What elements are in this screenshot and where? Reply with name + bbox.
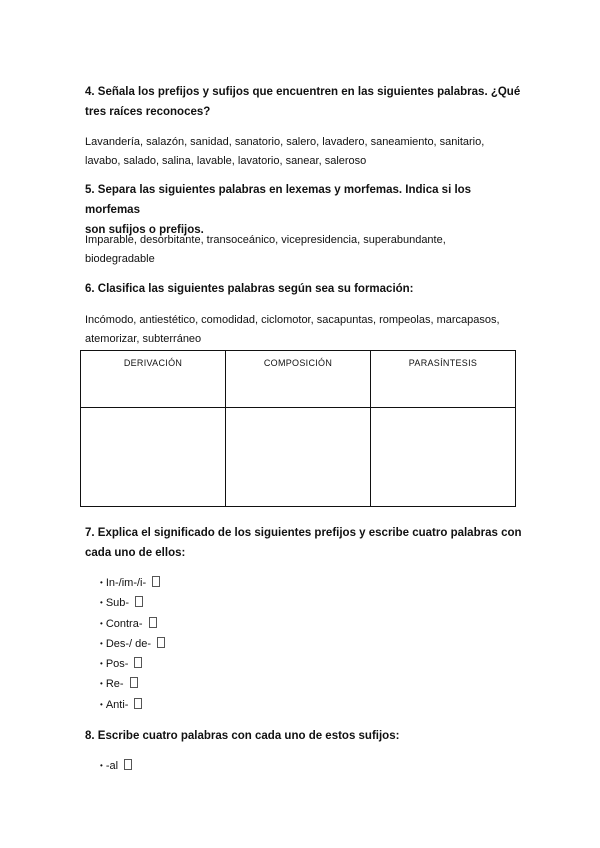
list-item — [100, 614, 165, 634]
q5-words — [85, 231, 525, 269]
list-item — [100, 593, 165, 613]
list-item — [100, 756, 132, 776]
q5-title-line1: 5. Separa las siguientes palabras en lexemas y morfemas. Indica si los morfemas — [85, 184, 472, 216]
box-glyph-icon — [130, 677, 138, 688]
classification-table — [80, 350, 516, 507]
list-item — [100, 695, 165, 715]
q5-title-line2: son sufijos o prefijos. — [85, 224, 204, 236]
bullet-icon: • — [100, 638, 103, 648]
header-parasintesis: PARASÍNTESIS — [371, 351, 516, 408]
suffix-list — [100, 756, 132, 776]
q7-title-line1: 7. Explica el significado de los siguientes prefijos y escribe cuatro palabras con — [85, 527, 522, 539]
q4-title — [85, 82, 525, 122]
q4-words — [85, 133, 525, 171]
bullet-icon: • — [100, 761, 103, 770]
cell-derivacion[interactable] — [81, 408, 226, 507]
q6-words — [85, 311, 525, 349]
prefix-list — [100, 573, 165, 715]
bullet-icon: • — [100, 578, 103, 587]
prefix-label: In-/im-/i- — [105, 577, 147, 589]
header-derivacion: DERIVACIÓN — [81, 351, 226, 408]
q4-words-line2: lavabo, salado, salina, lavable, lavatorio, sanear, saleroso — [85, 155, 367, 167]
cell-parasintesis[interactable] — [371, 408, 516, 507]
cell-composicion[interactable] — [226, 408, 371, 507]
box-glyph-icon — [124, 759, 132, 770]
prefix-label: Anti- — [105, 698, 129, 711]
header-composicion: COMPOSICIÓN — [226, 351, 371, 408]
q4-title-line1: 4. Señala los prefijos y sufijos que encuentren en las siguientes palabras. ¿Qué — [85, 86, 521, 98]
list-item — [100, 573, 165, 593]
bullet-icon: • — [100, 699, 103, 709]
box-glyph-icon — [135, 596, 143, 607]
q8-title: 8. Escribe cuatro palabras con cada uno de estos sufijos: — [85, 730, 400, 742]
prefix-label: Re- — [105, 678, 124, 691]
box-glyph-icon — [157, 637, 165, 648]
prefix-label: Des-/ de- — [105, 637, 152, 650]
box-glyph-icon — [152, 576, 160, 587]
box-glyph-icon — [134, 657, 142, 668]
bullet-icon: • — [100, 679, 103, 689]
prefix-label: Pos- — [105, 658, 129, 671]
q7-title — [85, 523, 525, 563]
list-item — [100, 654, 165, 674]
q6-words-line2: atemorizar, subterráneo — [85, 333, 202, 345]
q6-words-line1: Incómodo, antiestético, comodidad, ciclomotor, sacapuntas, rompeolas, marcapasos, — [85, 314, 500, 326]
prefix-label: Sub- — [105, 597, 130, 610]
list-item — [100, 634, 165, 654]
bullet-icon: • — [100, 618, 103, 628]
q7-title-line2: cada uno de ellos: — [85, 547, 186, 559]
suffix-label: -al — [105, 760, 119, 772]
q5-words-line1: Imparable, desorbitante, transoceánico, vicepresidencia, superabundante, — [85, 234, 446, 246]
list-item — [100, 674, 165, 694]
bullet-icon: • — [100, 659, 103, 669]
bullet-icon: • — [100, 598, 103, 608]
box-glyph-icon — [134, 698, 142, 709]
q5-words-line2: biodegradable — [85, 253, 155, 265]
box-glyph-icon — [149, 617, 157, 628]
q4-title-line2: tres raíces reconoces? — [85, 106, 211, 118]
prefix-label: Contra- — [105, 617, 143, 630]
q6-title: 6. Clasifica las siguientes palabras según sea su formación: — [85, 283, 414, 295]
q4-words-line1: Lavandería, salazón, sanidad, sanatorio, salero, lavadero, saneamiento, sanitario, — [85, 136, 485, 148]
